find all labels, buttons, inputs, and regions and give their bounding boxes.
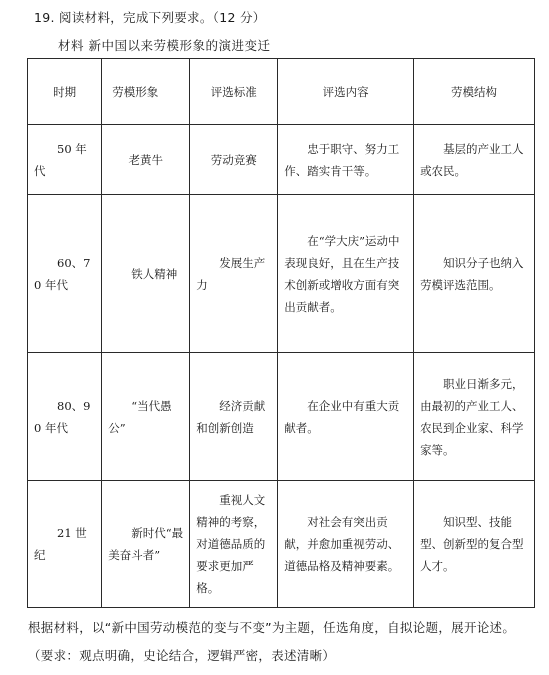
material-caption: 材料 新中国以来劳模形象的演进变迁 <box>58 38 271 53</box>
table-row <box>28 481 535 608</box>
cell-content: 对社会有突出贡献，并愈加重视劳动、道德品格及精神要素。 <box>278 481 414 608</box>
cell-structure: 基层的产业工人或农民。 <box>414 125 535 195</box>
cell-structure: 职业日渐多元，由最初的产业工人、农民到企业家、科学家等。 <box>414 353 535 481</box>
table-header-row <box>28 59 535 125</box>
cell-content: 在“学大庆”运动中表现良好，且在生产技术创新或增收方面有突出贡献者。 <box>278 195 414 353</box>
essay-prompt: 根据材料，以“新中国劳动模范的变与不变”为主题，任选角度，自拟论题，展开论述。 <box>28 620 516 635</box>
cell-content: 在企业中有重大贡献者。 <box>278 353 414 481</box>
cell-image: 铁人精神 <box>102 195 190 353</box>
cell-period: 80、90 年代 <box>28 353 102 481</box>
cell-structure: 知识型、技能型、创新型的复合型人才。 <box>414 481 535 608</box>
table-row <box>28 125 535 195</box>
cell-period: 21 世纪 <box>28 481 102 608</box>
cell-image: “当代愚公” <box>102 353 190 481</box>
cell-standard: 经济贡献和创新创造 <box>190 353 278 481</box>
table-row <box>28 195 535 353</box>
labor-model-table <box>27 58 535 608</box>
question-title: 19. 阅读材料，完成下列要求。（12 分） <box>34 10 266 25</box>
cell-period: 50 年代 <box>28 125 102 195</box>
header-standard: 评选标准 <box>190 59 278 125</box>
cell-standard: 重视人文精神的考察，对道德品质的要求更加严格。 <box>190 481 278 608</box>
header-period: 时期 <box>28 59 102 125</box>
cell-period: 60、70 年代 <box>28 195 102 353</box>
header-image: 劳模形象 <box>102 59 190 125</box>
header-structure: 劳模结构 <box>414 59 535 125</box>
table-row <box>28 353 535 481</box>
essay-requirements: （要求：观点明确，史论结合，逻辑严密，表述清晰） <box>28 648 336 663</box>
header-content: 评选内容 <box>278 59 414 125</box>
cell-image: 老黄牛 <box>102 125 190 195</box>
cell-standard: 发展生产力 <box>190 195 278 353</box>
cell-content: 忠于职守、努力工作、踏实肯干等。 <box>278 125 414 195</box>
cell-standard: 劳动竞赛 <box>190 125 278 195</box>
cell-structure: 知识分子也纳入劳模评选范围。 <box>414 195 535 353</box>
cell-image: 新时代“最美奋斗者” <box>102 481 190 608</box>
